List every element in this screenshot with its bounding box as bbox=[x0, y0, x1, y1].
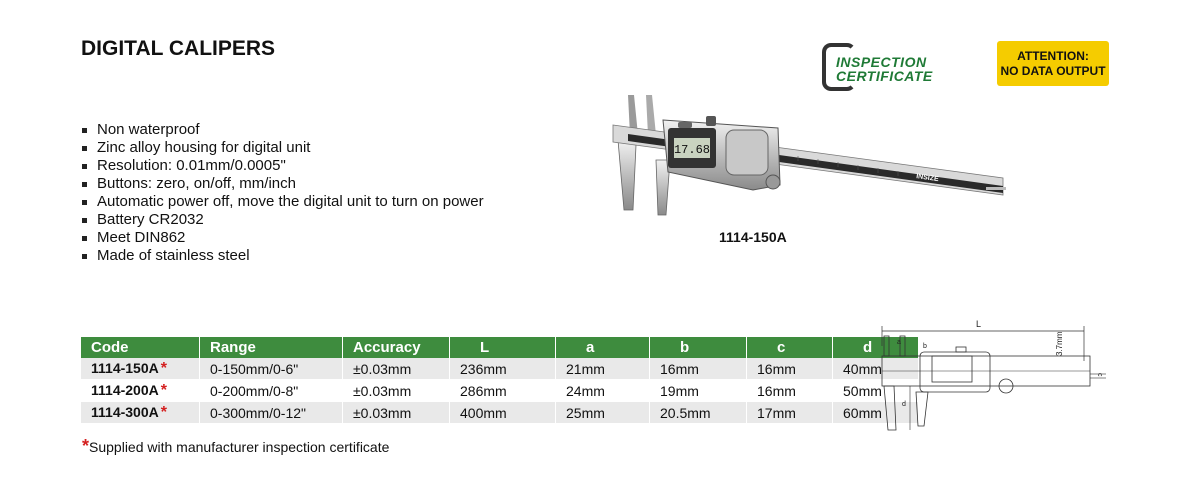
cell-d: 50mm bbox=[833, 380, 919, 402]
column-header-code: Code bbox=[81, 337, 200, 358]
cell-code: 1114-150A * bbox=[81, 358, 200, 380]
cell-code: 1114-200A * bbox=[81, 380, 200, 402]
digital-caliper-image bbox=[608, 90, 1008, 220]
dimension-b-label: b bbox=[923, 343, 927, 350]
cell-accuracy: ±0.03mm bbox=[343, 380, 450, 402]
attention-badge bbox=[997, 41, 1109, 86]
attention-line-1: ATTENTION: bbox=[1017, 49, 1089, 63]
cell-d: 40mm bbox=[833, 358, 919, 380]
caliper-dimension-diagram bbox=[876, 316, 1116, 436]
cell-a: 21mm bbox=[556, 358, 650, 380]
cell-b: 20.5mm bbox=[650, 402, 747, 424]
cell-code: 1114-300A * bbox=[81, 402, 200, 424]
display-reading: 17.68 bbox=[673, 143, 711, 157]
certificate-line-1: INSPECTION bbox=[836, 54, 927, 70]
feature-item: Automatic power off, move the digital unit to turn on power bbox=[81, 193, 484, 211]
attention-line-2: NO DATA OUTPUT bbox=[1000, 64, 1106, 78]
table-row bbox=[81, 402, 919, 424]
cell-d: 60mm bbox=[833, 402, 919, 424]
cell-b: 16mm bbox=[650, 358, 747, 380]
column-header-c: c bbox=[747, 337, 833, 358]
brand-text: INSIZE bbox=[915, 173, 940, 184]
cell-c: 17mm bbox=[747, 402, 833, 424]
footnote-text: Supplied with manufacturer inspection certificate bbox=[89, 439, 390, 455]
feature-item: Resolution: 0.01mm/0.0005" bbox=[81, 157, 484, 175]
feature-list bbox=[81, 121, 484, 265]
column-header-b: b bbox=[650, 337, 747, 358]
table-header-row bbox=[81, 337, 919, 358]
certificate-text bbox=[836, 55, 933, 83]
cell-L: 286mm bbox=[450, 380, 556, 402]
feature-item: Buttons: zero, on/off, mm/inch bbox=[81, 175, 484, 193]
dimension-thickness-label: 3.7mm bbox=[1055, 331, 1064, 356]
certificate-star-icon: * bbox=[82, 436, 90, 456]
certificate-line-2: CERTIFICATE bbox=[836, 68, 933, 84]
cell-L: 236mm bbox=[450, 358, 556, 380]
cell-c: 16mm bbox=[747, 380, 833, 402]
spec-table bbox=[81, 337, 919, 424]
footnote bbox=[82, 436, 389, 457]
cell-a: 24mm bbox=[556, 380, 650, 402]
feature-item: Made of stainless steel bbox=[81, 247, 484, 265]
cell-c: 16mm bbox=[747, 358, 833, 380]
table-row bbox=[81, 380, 919, 402]
cell-L: 400mm bbox=[450, 402, 556, 424]
column-header-d: d bbox=[833, 337, 919, 358]
column-header-L: L bbox=[450, 337, 556, 358]
cell-range: 0-150mm/0-6" bbox=[200, 358, 343, 380]
cell-range: 0-300mm/0-12" bbox=[200, 402, 343, 424]
dimension-d-label: d bbox=[902, 401, 906, 408]
dimension-a-label: a bbox=[897, 339, 901, 346]
cell-b: 19mm bbox=[650, 380, 747, 402]
cell-a: 25mm bbox=[556, 402, 650, 424]
cell-range: 0-200mm/0-8" bbox=[200, 380, 343, 402]
inspection-certificate-badge bbox=[820, 41, 970, 91]
feature-item: Zinc alloy housing for digital unit bbox=[81, 139, 484, 157]
feature-item: Non waterproof bbox=[81, 121, 484, 139]
page-title: DIGITAL CALIPERS bbox=[81, 37, 276, 60]
dimension-L-label: L bbox=[976, 319, 982, 329]
column-header-range: Range bbox=[200, 337, 343, 358]
dimension-c-label: c bbox=[1096, 373, 1103, 377]
table-row bbox=[81, 358, 919, 380]
certificate-star-icon: * bbox=[160, 359, 167, 377]
column-header-accuracy: Accuracy bbox=[343, 337, 450, 358]
cell-accuracy: ±0.03mm bbox=[343, 402, 450, 424]
product-caption: 1114-150A bbox=[719, 229, 787, 245]
certificate-star-icon: * bbox=[160, 403, 167, 421]
column-header-a: a bbox=[556, 337, 650, 358]
certificate-star-icon: * bbox=[160, 381, 167, 399]
feature-item: Battery CR2032 bbox=[81, 211, 484, 229]
cell-accuracy: ±0.03mm bbox=[343, 358, 450, 380]
feature-item: Meet DIN862 bbox=[81, 229, 484, 247]
